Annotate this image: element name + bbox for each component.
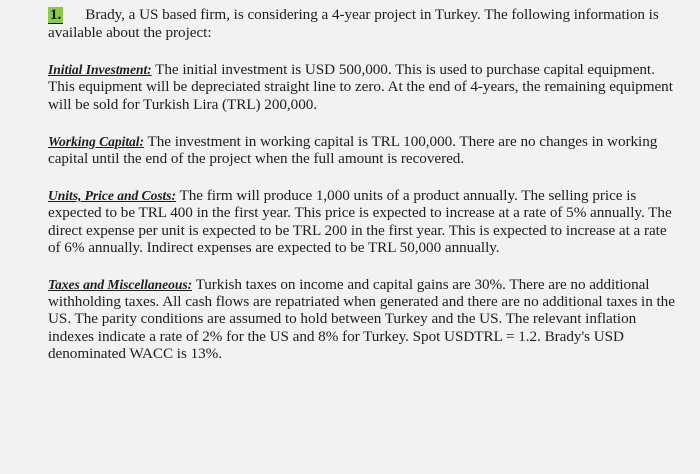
working-capital-text: The investment in working capital is TRL 100,000. There are no changes in working capital until the end of the project when the full amount is recovered. [48, 132, 658, 168]
units-price-costs-text: The firm will produce 1,000 units of a product annually. The selling price is expected to be TRL 400 in the first year. This price is expected to increase at a rate of 5% annually. The direct expense per unit is expected to be TRL 200 in the first year. This is expected to increase at a rate of 6% annually. Indirect expenses are expected to be TRL 50,000 annually. [48, 187, 672, 256]
question-intro-paragraph [48, 6, 680, 41]
question-intro-text: Brady, a US based firm, is considering a 4-year project in Turkey. The following information is available about the project: [48, 6, 659, 41]
taxes-misc-heading: Taxes and Miscellaneous: [48, 277, 193, 293]
question-number: 1. [50, 6, 62, 23]
taxes-misc-paragraph [48, 276, 680, 362]
working-capital-paragraph [48, 133, 680, 167]
initial-investment-text: The initial investment is USD 500,000. This is used to purchase capital equipment. This equipment will be depreciated straight line to zero. At the end of 4-years, the remaining equipment will be sold for Turkish Lira (TRL) 200,000. [48, 61, 673, 113]
initial-investment-paragraph [48, 61, 680, 113]
units-price-costs-paragraph [48, 187, 680, 256]
units-price-costs-heading: Units, Price and Costs: [48, 188, 177, 204]
taxes-misc-text: Turkish taxes on income and capital gains are 30%. There are no additional withholding taxes. All cash flows are repatriated when generated and there are no additional taxes in the US. The parity conditions are assumed to hold between Turkey and the US. The relevant inflation indexes indicate a rate of 2% for the US and 8% for Turkey. Spot USDTRL = 1.2. Brady's USD denominated WACC is 13%. [48, 276, 675, 362]
initial-investment-heading: Initial Investment: [48, 62, 152, 78]
working-capital-heading: Working Capital: [48, 133, 145, 149]
